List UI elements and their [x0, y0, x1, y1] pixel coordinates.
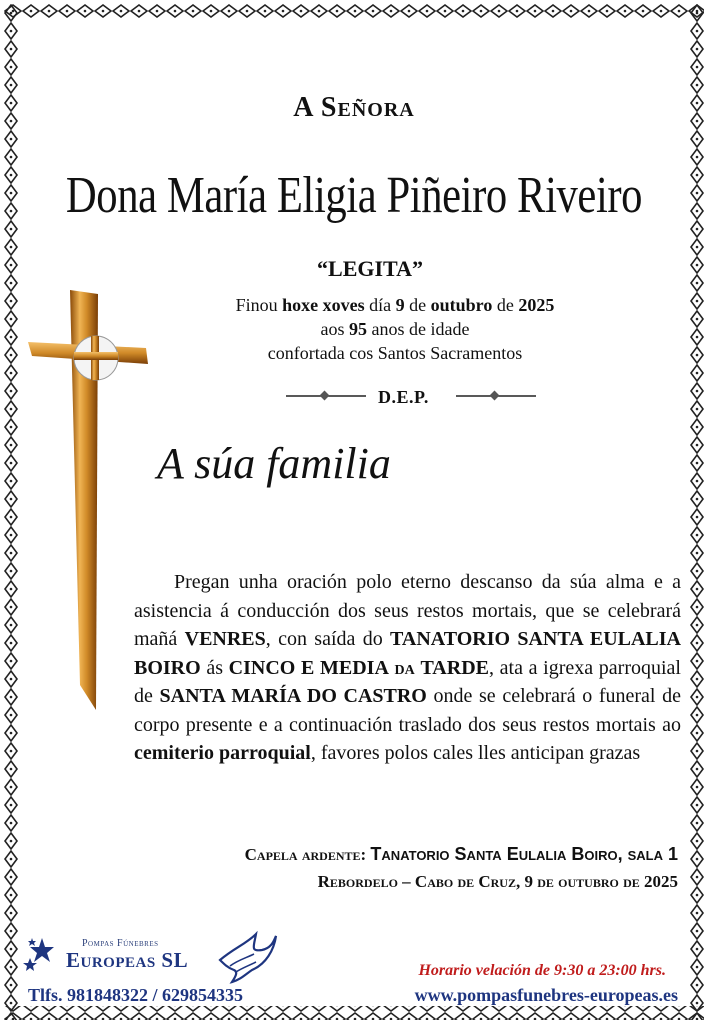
heading: A Señora — [293, 92, 415, 123]
website-link[interactable]: www.pompasfunebres-europeas.es — [414, 985, 678, 1005]
company-logo — [22, 930, 282, 986]
announcement-body: Pregan unha oración polo eterno descanso da súa alma e a asistencia á conducción dos seus restos mortais, que se celebrará mañá VENRES, con saída do TANATORIO SANTA EULALIA BOIRO ás CINCO E MEDIA da TARDE, ata a igrexa parroquial de SANTA MARÍA DO CASTRO onde se celebrará o funeral de corpo presente e a continuación traslado dos seus restos mortais ao cemiterio parroquial, favores polos cales lles anticipan grazas — [134, 571, 682, 764]
place-date: Rebordelo – Cabo de Cruz, 9 de outubro de 2025 — [317, 872, 678, 891]
wake-hours: Horario velación de 9:30 a 23:00 hrs. — [418, 962, 666, 979]
star-icon — [22, 936, 62, 976]
age-line: aos 95 anos de idade — [320, 319, 470, 339]
death-date-line: Finou hoxe xoves día 9 de outubro de 2025 — [235, 295, 555, 315]
logo-title: Europeas SL — [66, 948, 189, 972]
phone-numbers: Tlfs. 981848322 / 629854335 — [28, 985, 244, 1005]
deceased-name: Dona María Eligia Piñeiro Riveiro — [65, 167, 643, 224]
family-title: A súa familia — [157, 439, 391, 488]
sacraments-line: confortada cos Santos Sacramentos — [267, 343, 523, 363]
dove-icon — [216, 930, 278, 984]
dep-label: D.E.P. — [378, 387, 429, 407]
chapel-line: Capela ardente: Tanatorio Santa Eulalia Boiro, sala 1 — [244, 844, 678, 864]
logo-subtitle: Pompas Fúnebres — [82, 938, 159, 949]
dep-row — [270, 386, 550, 410]
nickname: “LEGITA” — [317, 256, 423, 281]
